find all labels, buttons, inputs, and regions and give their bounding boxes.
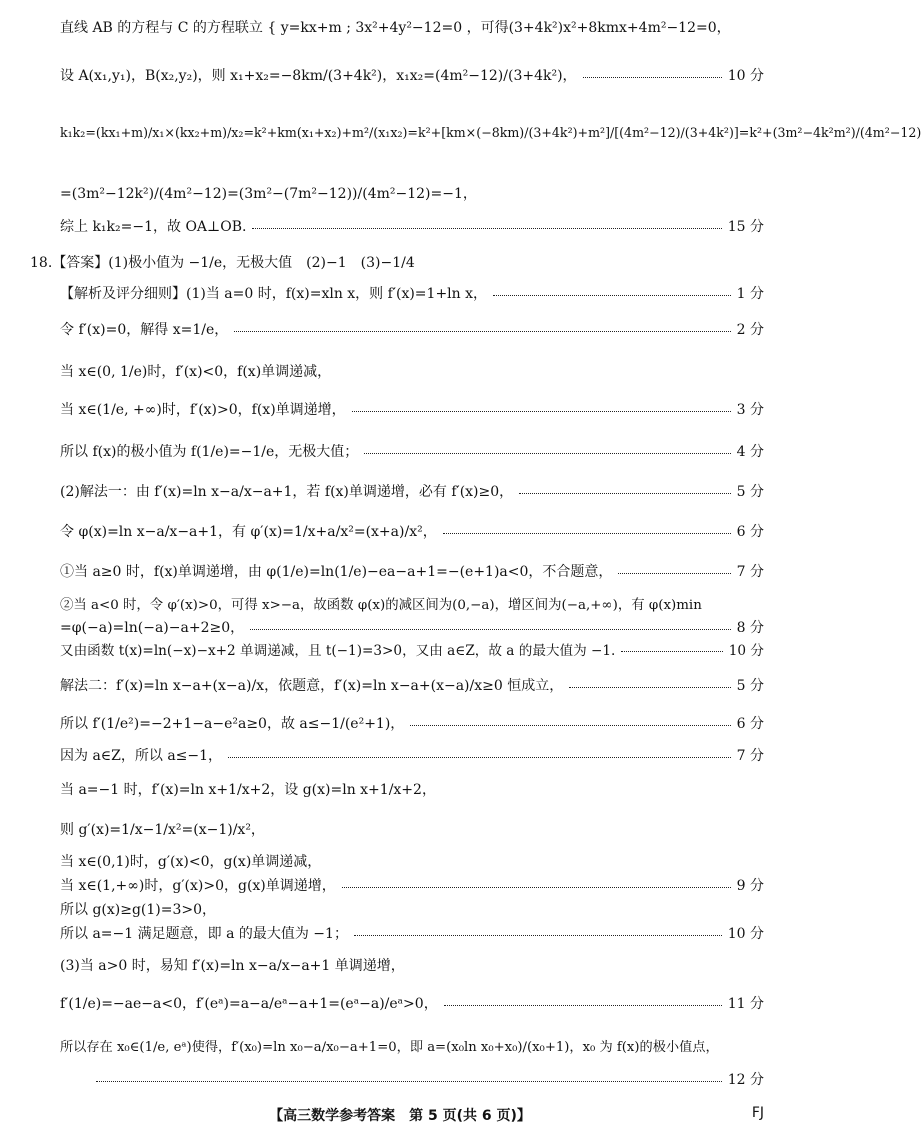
dot-leader: [250, 628, 731, 630]
dot-leader: [228, 756, 731, 758]
score: 10 分: [728, 643, 764, 659]
dot-leader: [493, 294, 731, 296]
dot-leader: [444, 1004, 722, 1006]
dot-leader: [96, 1080, 722, 1082]
question-18-answer: 18.【答案】(1)极小值为 −1/e，无极大值 (2)−1 (3)−1/4: [30, 255, 415, 271]
dot-leader: [354, 934, 722, 936]
score: 5 分: [736, 678, 764, 694]
score: 11 分: [727, 996, 764, 1012]
line-7: 【解析及评分细则】(1)当 a=0 时，f(x)=xln x，则 f′(x)=1+ln x， 1 分: [60, 286, 764, 302]
score: 7 分: [736, 748, 764, 764]
line-21: 当 a=−1 时，f′(x)=ln x+1/x+2，设 g(x)=ln x+1/x+2，: [60, 782, 436, 798]
line-22: 则 g′(x)=1/x−1/x²=(x−1)/x²，: [60, 822, 265, 838]
line-9: 当 x∈(0, 1/e)时，f′(x)<0，f(x)单调递减，: [60, 364, 332, 380]
dot-leader: [364, 452, 730, 454]
score: 15 分: [727, 219, 764, 235]
score: 10 分: [727, 926, 764, 942]
score: 6 分: [736, 716, 764, 732]
score: 8 分: [736, 620, 764, 636]
line-17: 又由函数 t(x)=ln(−x)−x+2 单调递减，且 t(−1)=3>0，又由 a∈Z，故 a 的最大值为 −1. 10 分: [60, 643, 764, 659]
line-19: 所以 f′(1/e²)=−2+1−a−e²a≥0，故 a≤−1/(e²+1)， 6 分: [60, 716, 764, 732]
corner-code: FJ: [751, 1105, 764, 1121]
score: 6 分: [736, 524, 764, 540]
line-25: 所以 g(x)≥g(1)=3>0，: [60, 902, 217, 918]
line-13: 令 φ(x)=ln x−a/x−a+1，有 φ′(x)=1/x+a/x²=(x+a)/x²， 6 分: [60, 524, 764, 540]
line-29: 所以存在 x₀∈(1/e, eᵃ)使得，f′(x₀)=ln x₀−a/x₀−a+1=0，即 a=(x₀ln x₀+x₀)/(x₀+1)，x₀ 为 f(x)的极小值点，: [60, 1040, 719, 1055]
line-23: 当 x∈(0,1)时，g′(x)<0，g(x)单调递减，: [60, 854, 322, 870]
line-8: 令 f′(x)=0，解得 x=1/e， 2 分: [60, 322, 764, 338]
line-15: ②当 a<0 时，令 φ′(x)>0，可得 x>−a，故函数 φ(x)的减区间为(0,−a)，增区间为(−a,+∞)，有 φ(x)min: [60, 598, 702, 613]
line-18: 解法二：f′(x)=ln x−a+(x−a)/x，依题意，f′(x)=ln x−a+(x−a)/x≥0 恒成立， 5 分: [60, 678, 764, 694]
line-14: ①当 a≥0 时，f(x)单调递增，由 φ(1/e)=ln(1/e)−ea−a+1=−(e+1)a<0，不合题意， 7 分: [60, 564, 764, 580]
line-30: [90, 1072, 764, 1090]
line-24: 当 x∈(1,+∞)时，g′(x)>0，g(x)单调递增， 9 分: [60, 878, 764, 894]
dot-leader: [519, 492, 730, 494]
score: 3 分: [736, 402, 764, 418]
line-4: =(3m²−12k²)/(4m²−12)=(3m²−(7m²−12))/(4m²−12)=−1，: [60, 186, 477, 202]
line-11: 所以 f(x)的极小值为 f(1/e)=−1/e，无极大值； 4 分: [60, 444, 764, 460]
dot-leader: [234, 330, 730, 332]
score: 7 分: [736, 564, 764, 580]
line-2: 设 A(x₁,y₁)，B(x₂,y₂)，则 x₁+x₂=−8km/(3+4k²)，x₁x₂=(4m²−12)/(3+4k²)， 10 分: [60, 68, 764, 84]
dot-leader: [569, 686, 730, 688]
line-16: =φ(−a)=ln(−a)−a+2≥0， 8 分: [60, 620, 764, 636]
line-1: 直线 AB 的方程与 C 的方程联立 { y=kx+m ; 3x²+4y²−12=0 ，可得(3+4k²)x²+8kmx+4m²−12=0，: [60, 20, 731, 36]
line-26: 所以 a=−1 满足题意，即 a 的最大值为 −1； 10 分: [60, 926, 764, 942]
line-28: f′(1/e)=−ae−a<0，f′(eᵃ)=a−a/eᵃ−a+1=(eᵃ−a)/eᵃ>0， 11 分: [60, 996, 764, 1012]
score: 2 分: [736, 322, 764, 338]
line-12: (2)解法一：由 f′(x)=ln x−a/x−a+1，若 f(x)单调递增，必有 f′(x)≥0， 5 分: [60, 484, 764, 500]
line-20: 因为 a∈Z，所以 a≤−1， 7 分: [60, 748, 764, 764]
dot-leader: [618, 572, 730, 574]
page-footer: 【高三数学参考答案 第 5 页(共 6 页)】: [269, 1108, 531, 1124]
score: 12 分: [727, 1072, 764, 1088]
line-27: (3)当 a>0 时，易知 f′(x)=ln x−a/x−a+1 单调递增，: [60, 958, 405, 974]
dot-leader: [583, 76, 722, 78]
line-5: 综上 k₁k₂=−1，故 OA⊥OB. 15 分: [60, 219, 764, 235]
dot-leader: [410, 724, 730, 726]
score: 1 分: [736, 286, 764, 302]
line-3: k₁k₂=(kx₁+m)/x₁×(kx₂+m)/x₂=k²+km(x₁+x₂)+m²/(x₁x₂)=k²+[km×(−8km)/(3+4k²)+m²]/[(4m²−12)/(3+4k²)]=k²+(3m²−4k²m²)/(4m²−12): [60, 125, 921, 140]
dot-leader: [443, 532, 731, 534]
dot-leader: [621, 650, 722, 652]
score: 4 分: [736, 444, 764, 460]
score: 9 分: [736, 878, 764, 894]
dot-leader: [342, 886, 731, 888]
dot-leader: [252, 227, 721, 229]
dot-leader: [352, 410, 731, 412]
line-10: 当 x∈(1/e, +∞)时，f′(x)>0，f(x)单调递增， 3 分: [60, 402, 764, 418]
score: 10 分: [727, 68, 764, 84]
score: 5 分: [736, 484, 764, 500]
